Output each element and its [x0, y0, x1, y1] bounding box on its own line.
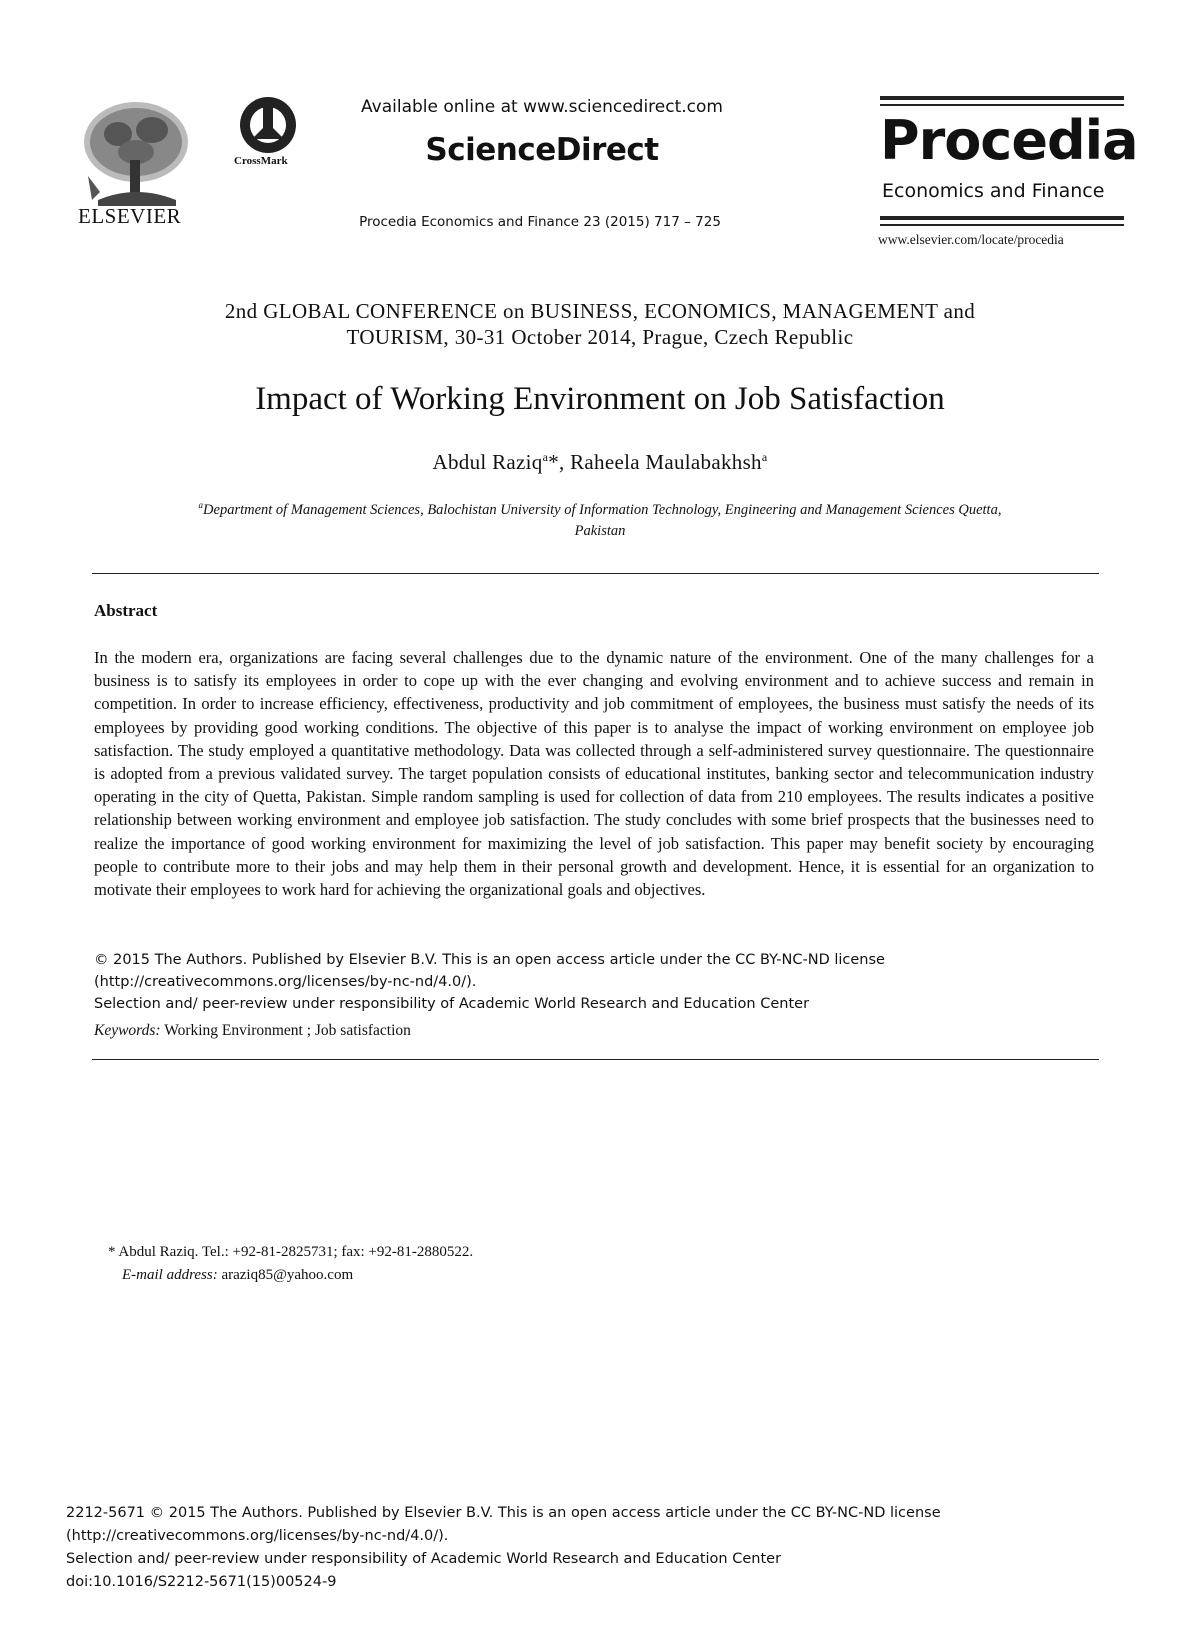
keywords-label: Keywords:: [94, 1022, 161, 1039]
procedia-masthead: [880, 96, 1138, 231]
copyright-license-link[interactable]: (http://creativecommons.org/licenses/by-nc-nd/4.0/).: [66, 1528, 449, 1544]
conference-name: [80, 298, 1120, 350]
masthead-rule-top-thin: [880, 104, 1124, 106]
affiliation: [110, 495, 1090, 542]
email-label: E-mail address:: [122, 1267, 218, 1283]
peer-review-note: Selection and/ peer-review under responsibility of Academic World Research and Education Center: [94, 996, 810, 1012]
author-2: Raheela Maulabakhsh: [570, 450, 762, 474]
journal-name: Procedia: [880, 109, 1138, 172]
masthead-rule-bottom: [880, 216, 1124, 220]
masthead-rule-bottom-thin: [880, 224, 1124, 226]
abstract-heading: Abstract: [94, 601, 158, 620]
journal-url[interactable]: www.elsevier.com/locate/procedia: [878, 232, 1064, 247]
abstract-body: In the modern era, organizations are facing several challenges due to the dynamic nature of the environment. One of the many challenges for a business is to satisfy its employees in order to cope up with the ever changing and evolving environment and to achieve success and remain in competition. In order to increase efficiency, effectiveness, productivity and job commitment of employees, the business must satisfy the needs of its employees by providing good working conditions. The objective of this paper is to analyse the impact of working environment on employee job satisfaction. The study employed a quantitative methodology. Data was collected through a self-administered survey questionnaire. The questionnaire is adopted from a previous validated survey. The target population consists of educational institutes, banking sector and telecommunication industry operating in the city of Quetta, Pakistan. Simple random sampling is used for collection of data from 210 employees. The results indicates a positive relationship between working environment and employee job satisfaction. The study concludes with some brief prospects that the businesses need to realize the importance of good working environment for maximizing the level of job satisfaction. This paper may benefit society by encouraging people to contribute more to their jobs and may help them in their personal growth and development. Hence, it is essential for an organization to motivate their employees to work hard for achieving the organizational goals and objectives.: [94, 648, 1094, 900]
crossmark-logo[interactable]: [234, 95, 312, 175]
license-line-1: © 2015 The Authors. Published by Elsevier B.V. This is an open access article under the CC BY-NC-ND license: [94, 952, 885, 968]
conference-line-2: TOURISM, 30-31 October 2014, Prague, Czech Republic: [346, 325, 854, 349]
crossmark-icon: [238, 95, 312, 157]
affiliation-mark: a: [198, 500, 204, 510]
divider-bottom: [92, 1059, 1099, 1060]
available-online: Available online at www.sciencedirect.com: [361, 97, 723, 117]
divider-top: [92, 573, 1099, 574]
author-2-affiliation-mark: a: [761, 450, 768, 464]
elsevier-logo: [78, 100, 196, 230]
author-1: Abdul Raziq: [432, 450, 543, 474]
copyright-line: 2212-5671 © 2015 The Authors. Published by Elsevier B.V. This is an open access article under the CC BY-NC-ND license: [66, 1505, 941, 1521]
author-1-affiliation-mark: a: [542, 450, 549, 464]
masthead-rule-top: [880, 96, 1124, 100]
journal-subtitle: Economics and Finance: [882, 180, 1105, 202]
conference-line-1: 2nd GLOBAL CONFERENCE on BUSINESS, ECONOMICS, MANAGEMENT and: [224, 299, 976, 323]
keywords-list: Working Environment ; Job satisfaction: [160, 1022, 411, 1039]
keywords: [94, 1022, 411, 1040]
paper-title: Impact of Working Environment on Job Satisfaction: [255, 381, 945, 417]
affiliation-line-1: Department of Management Sciences, Balochistan University of Information Technology, Engineering and Management Sciences Quetta,: [203, 501, 1002, 518]
author-list: [80, 450, 1120, 475]
copyright-peer-review: Selection and/ peer-review under responsibility of Academic World Research and Education Center: [66, 1551, 782, 1567]
crossmark-label: CrossMark: [234, 155, 288, 167]
publisher-name: ELSEVIER: [78, 204, 182, 228]
doi[interactable]: doi:10.1016/S2212-5671(15)00524-9: [66, 1574, 337, 1590]
license-link[interactable]: (http://creativecommons.org/licenses/by-nc-nd/4.0/).: [94, 974, 477, 990]
contact-details: * Abdul Raziq. Tel.: +92-81-2825731; fax: +92-81-2880522.: [108, 1244, 474, 1260]
corresponding-author-footnote: [108, 1241, 473, 1287]
author-separator: ,: [559, 450, 571, 474]
sciencedirect-logo: ScienceDirect: [425, 132, 659, 168]
journal-citation: Procedia Economics and Finance 23 (2015) 717 – 725: [359, 214, 721, 230]
email-address[interactable]: araziq85@yahoo.com: [217, 1267, 354, 1283]
affiliation-line-2: Pakistan: [574, 522, 626, 539]
corresponding-star: *: [548, 450, 560, 474]
